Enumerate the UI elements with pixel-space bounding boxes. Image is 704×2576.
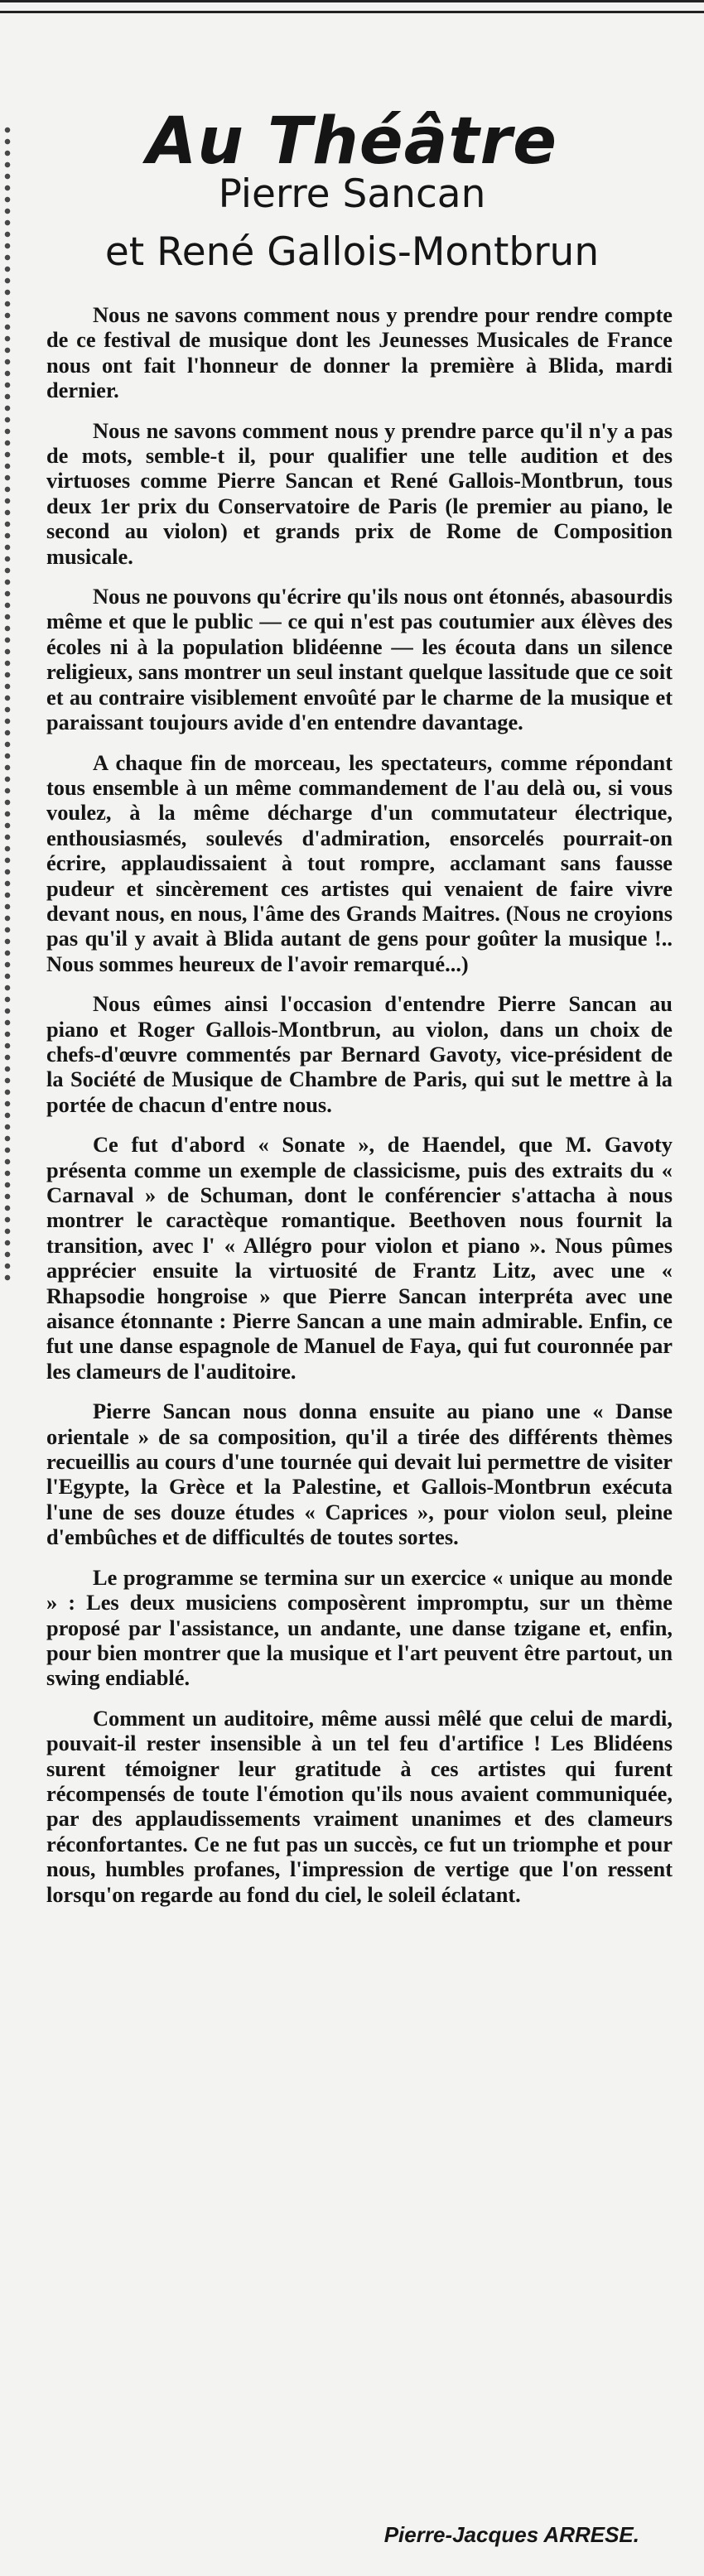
- paragraph-2: Nous ne savons comment nous y prendre parce qu'il n'y a pas de mots, semble-t il, pour qualifier une telle audition et des virtuoses comme Pierre Sancan et René Gallois-Montbrun, tous deux 1er prix du Conservatoire de Paris (le premier au piano, le second au violon) et grands prix de Rome de Composition musicale.: [46, 417, 673, 569]
- paragraph-8: Le programme se termina sur un exercice « unique au monde » : Les deux musiciens composèrent impromptu, sur un thème proposé par l'assistance, un andante, une danse tzigane et, enfin, pour bien montrer que la musique et l'art peuvent être partout, un swing endiablé.: [46, 1564, 673, 1691]
- article-headline: [0, 166, 704, 282]
- paragraph-9: Comment un auditoire, même aussi mêlé que celui de mardi, pouvait-il rester insensible à un tel feu d'artifice ! Les Blidéens surent témoigner leur gratitude à ces artistes qui furent récompensés de toute l'émotion qu'ils nous avaient communiquée, par des applaudissements vraiment unanimes et des clameurs réconfortantes. Ce ne fut pas un succès, ce fut un triomphe et pour nous, humbles profanes, l'impression de vertige que l'on ressent lorsqu'on regarde au fond du ciel, le soleil éclatant.: [46, 1705, 673, 1907]
- author-signature: Pierre-Jacques ARRESE.: [383, 2522, 639, 2547]
- headline-line-2: et René Gallois-Montbrun: [104, 229, 600, 275]
- article-body: [46, 302, 673, 1922]
- article-section-title: Au Théâtre: [147, 104, 557, 180]
- paragraph-3: Nous ne pouvons qu'écrire qu'ils nous ont étonnés, abasourdis même et que le public — ce qui n'est pas coutumier aux élèves des écoles ni à la population blidéenne — les écouta dans un silence religieux, sans montrer un seul instant quelque lassitude que ce soit et au contraire visiblement envoûté par le charme de la musique et paraissant toujours avide d'en entendre davantage.: [46, 584, 673, 735]
- paragraph-4: A chaque fin de morceau, les spectateurs, comme répondant tous ensemble à un même commandement de l'au delà ou, si vous voulez, à la même décharge d'un commutateur électrique, enthousiasmés, soulevés d'admiration, ensorcelés pourrait-on écrire, applaudissaient à tout rompre, acclamant sans fausse pudeur et sincèrement ces artistes qui venaient de faire vivre devant nous, en nous, l'âme des Grands Maitres. (Nous ne croyions pas qu'il y avait à Blida autant de gens pour goûter la musique !.. Nous sommes heureux de l'avoir remarqué...): [46, 749, 673, 976]
- paragraph-1: Nous ne savons comment nous y prendre pour rendre compte de ce festival de musique dont les Jeunesses Musicales de France nous ont fait l'honneur de donner la première à Blida, mardi dernier.: [46, 302, 673, 403]
- top-rule: [0, 0, 704, 13]
- paragraph-6: Ce fut d'abord « Sonate », de Haendel, que M. Gavoty présenta comme un exemple de classicisme, puis des extraits du « Carnaval » de Schuman, dont le conférencier s'attacha à nous montrer le caractèque romantique. Beethoven nous fournit la transition, avec l' « Allégro pour violon et piano ». Nous pûmes apprécier ensuite la virtuosité de Frantz Litz, avec une « Rhapsodie hongroise » que Pierre Sancan interpréta avec une aisance étonnante : Pierre Sancan a une main admirable. Enfin, ce fut une danse espagnole de Manuel de Faya, qui fut couronnée par les clameurs de l'auditoire.: [46, 1132, 673, 1384]
- column-border-dots: [3, 124, 12, 1283]
- paragraph-7: Pierre Sancan nous donna ensuite au piano une « Danse orientale » de sa composition, qu'il a tirée des différents thèmes recueillis au cours d'une tournée qui devait lui permettre de visiter l'Egypte, la Grèce et la Palestine, et Gallois-Montbrun exécuta l'une de ses douze études « Caprices », pour violon seul, pleine d'embûches et de difficultés de toutes sortes.: [46, 1399, 673, 1550]
- paragraph-5: Nous eûmes ainsi l'occasion d'entendre Pierre Sancan au piano et Roger Gallois-Montbrun, au violon, dans un choix de chefs-d'œuvre commentés par Bernard Gavoty, vice-président de la Société de Musique de Chambre de Paris, qui sut le mettre à la portée de chacun d'entre nous.: [46, 991, 673, 1117]
- headline-line-1: Pierre Sancan: [218, 171, 486, 217]
